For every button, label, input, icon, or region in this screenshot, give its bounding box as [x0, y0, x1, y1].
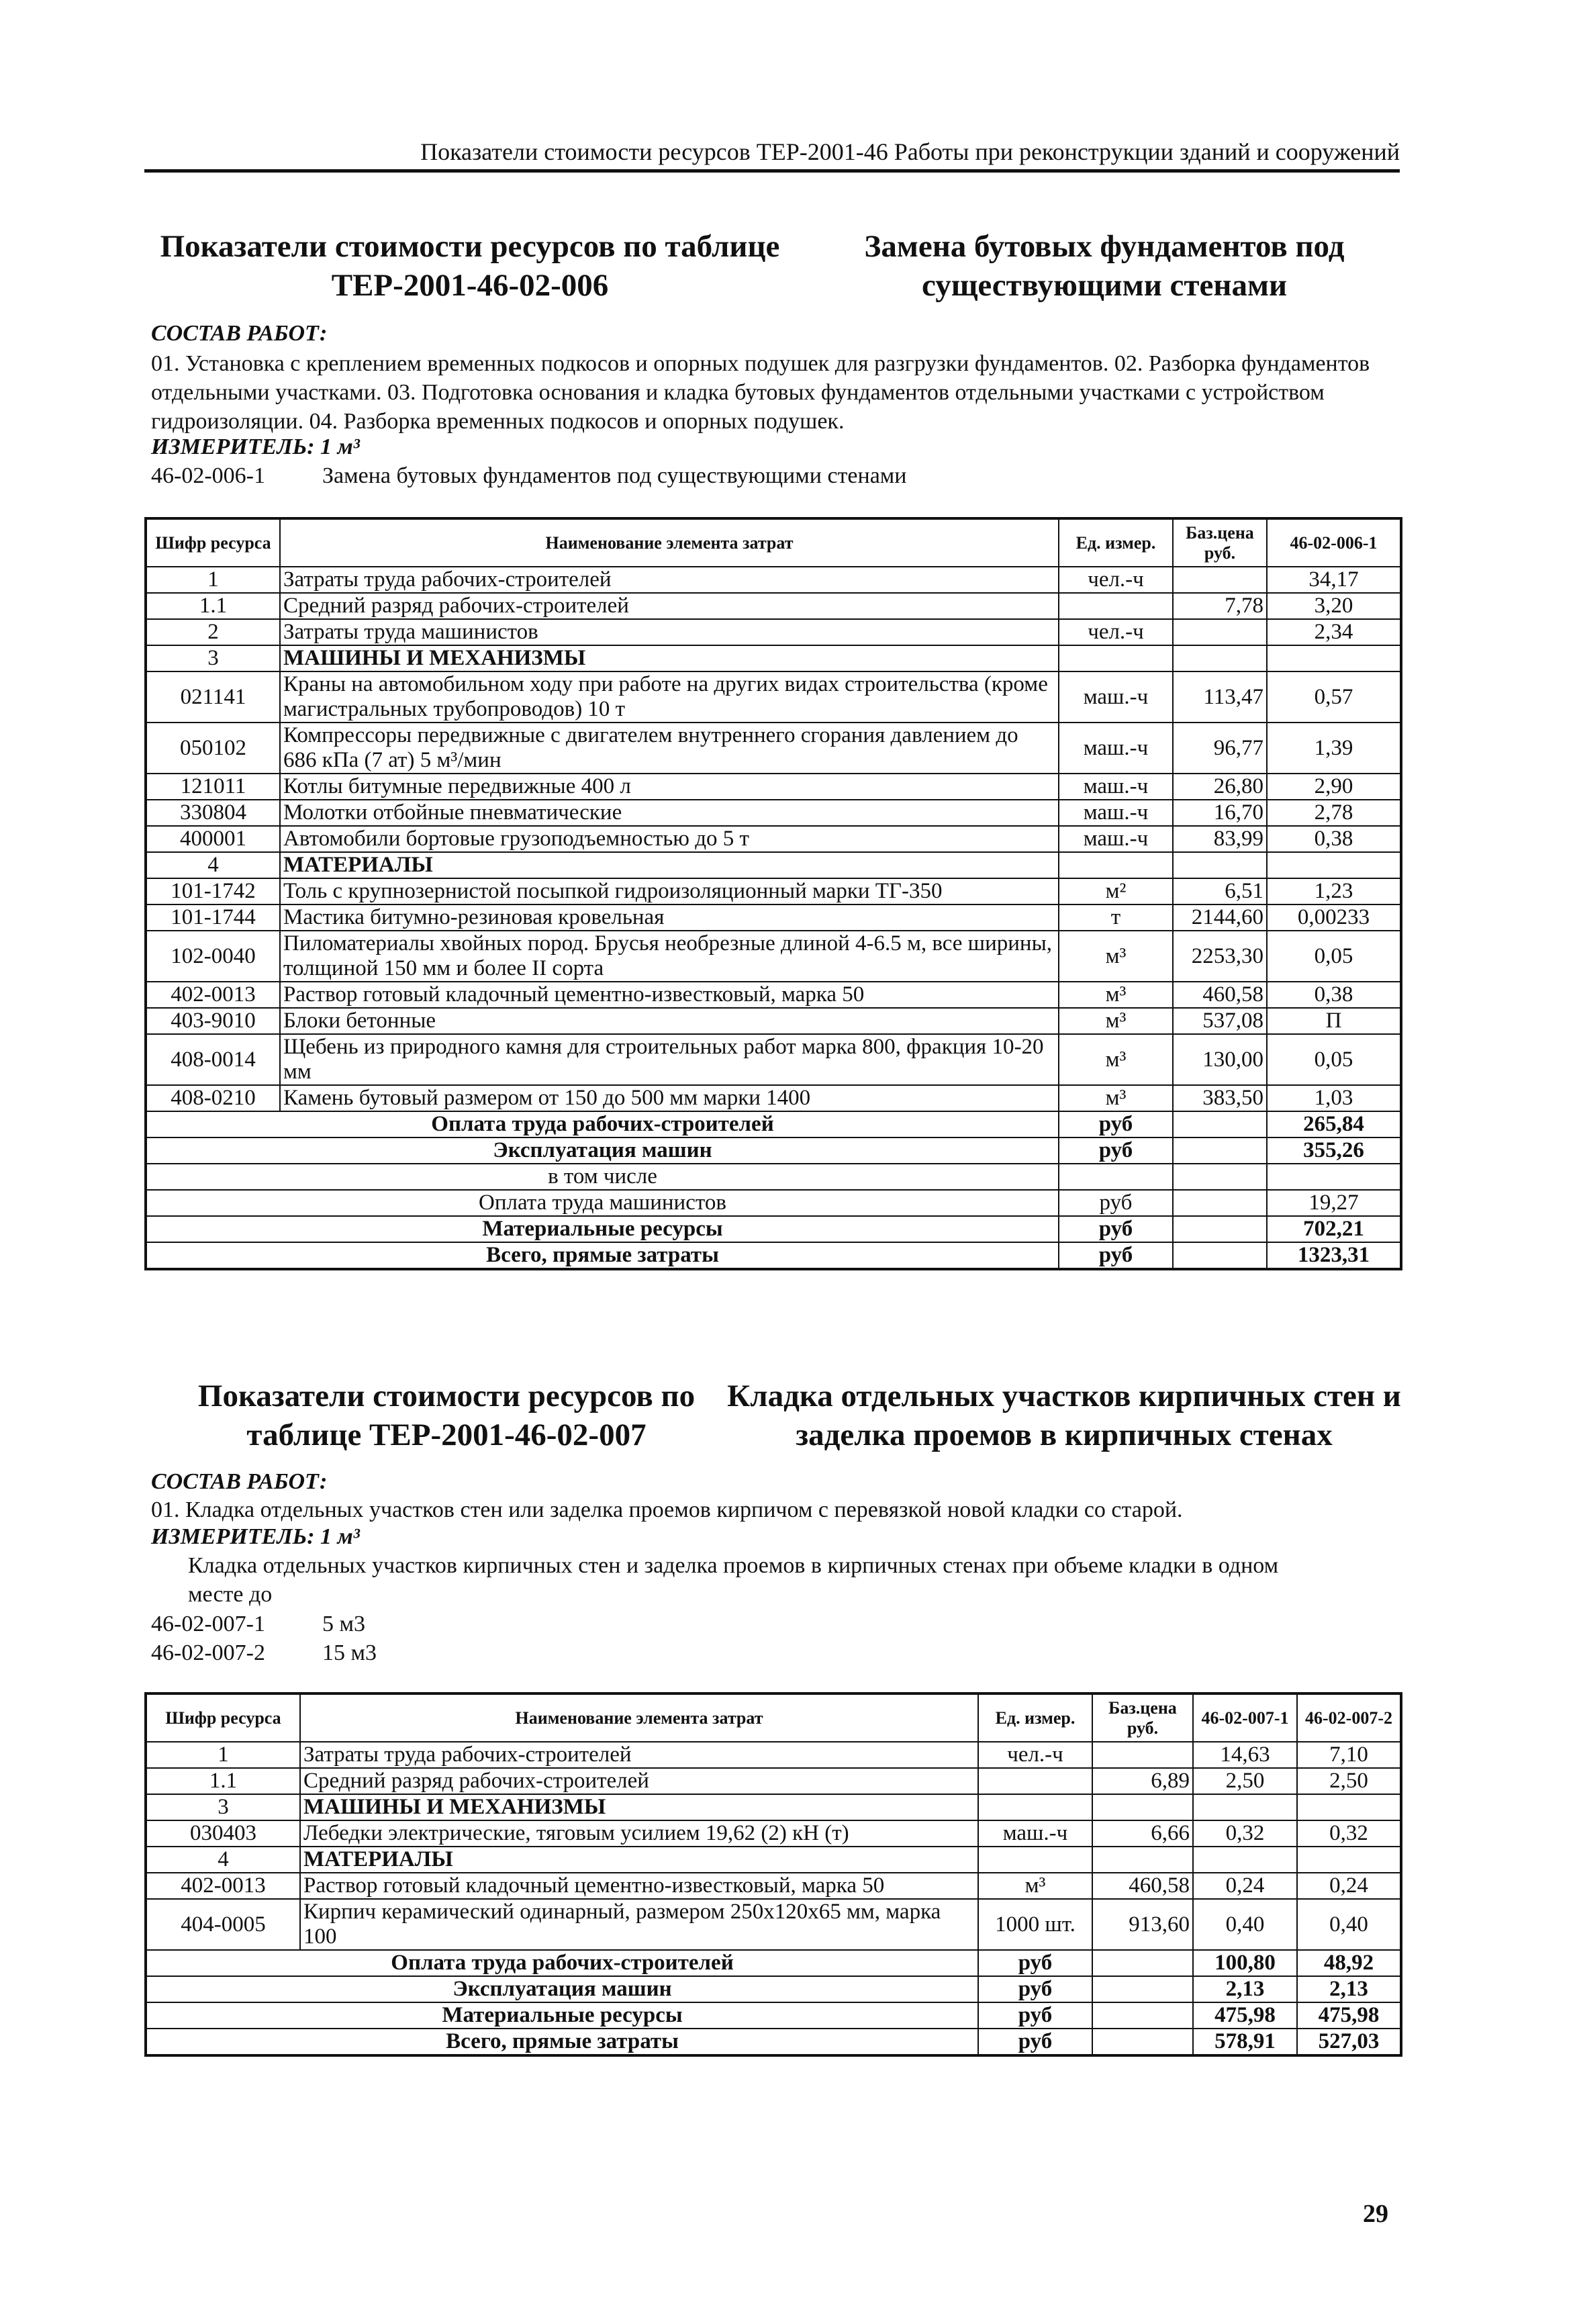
resource-name-cell: Котлы битумные передвижные 400 л — [280, 774, 1059, 800]
resource-code-cell: 030403 — [146, 1820, 300, 1847]
norm-value-cell-1 — [1267, 645, 1401, 671]
resource-name-cell: Лебедки электрические, тяговым усилием 19,62 (2) кН (т) — [300, 1820, 978, 1847]
summary-unit-cell: руб — [978, 2002, 1092, 2029]
col-header-unit: Ед. измер. — [1059, 518, 1173, 567]
resource-code-cell: 402-0013 — [146, 1873, 300, 1899]
resource-code-cell: 330804 — [146, 800, 280, 826]
norm-value-cell-1: 34,17 — [1267, 567, 1401, 593]
norm-value-cell-2: 7,10 — [1297, 1742, 1401, 1768]
resource-name-cell: Средний разряд рабочих-строителей — [300, 1768, 978, 1794]
page-number: 29 — [1363, 2200, 1388, 2228]
norm-value-cell-1: 2,90 — [1267, 774, 1401, 800]
summary-label-cell: Оплата труда машинистов — [146, 1190, 1059, 1216]
table-row — [146, 1085, 1401, 1111]
table-section-row — [146, 645, 1401, 671]
resource-code-cell: 402-0013 — [146, 982, 280, 1008]
summary-label-cell: Оплата труда рабочих-строителей — [146, 1950, 978, 1976]
section2-norm-value-2: 15 м3 — [322, 1640, 377, 1665]
summary-unit-cell: руб — [1059, 1242, 1173, 1269]
resource-name-cell: МАШИНЫ И МЕХАНИЗМЫ — [280, 645, 1059, 671]
summary-price-cell — [1173, 1190, 1267, 1216]
norm-value-cell-2 — [1297, 1794, 1401, 1820]
section2-norm-code-1: 46-02-007-1 — [151, 1612, 265, 1636]
resource-code-cell: 121011 — [146, 774, 280, 800]
col-header-norm-1: 46-02-007-1 — [1193, 1693, 1297, 1742]
norm-value-cell-1: 0,00233 — [1267, 904, 1401, 931]
summary-value-cell-1: 2,13 — [1193, 1976, 1297, 2002]
summary-price-cell — [1092, 2029, 1193, 2055]
resource-name-cell: Затраты труда рабочих-строителей — [300, 1742, 978, 1768]
summary-unit-cell: руб — [1059, 1216, 1173, 1242]
unit-cell: м³ — [1059, 1085, 1173, 1111]
unit-cell: м³ — [1059, 931, 1173, 982]
summary-unit-cell: руб — [978, 1976, 1092, 2002]
resource-code-cell: 408-0210 — [146, 1085, 280, 1111]
section1-norm-code: 46-02-006-1 — [151, 463, 265, 488]
base-price-cell: 83,99 — [1173, 826, 1267, 852]
table-row — [146, 593, 1401, 619]
resource-code-cell: 050102 — [146, 723, 280, 774]
norm-value-cell-1: 0,05 — [1267, 1034, 1401, 1085]
resource-name-cell: Краны на автомобильном ходу при работе на других видах строительства (кроме магистральных трубопроводов) 10 т — [280, 671, 1059, 723]
table-row — [146, 1008, 1401, 1034]
base-price-cell: 130,00 — [1173, 1034, 1267, 1085]
base-price-cell — [1092, 1742, 1193, 1768]
summary-row — [146, 1164, 1401, 1190]
col-header-code: Шифр ресурса — [146, 518, 280, 567]
resource-code-cell: 101-1742 — [146, 878, 280, 904]
unit-cell: м³ — [978, 1873, 1092, 1899]
col-header-name: Наименование элемента затрат — [280, 518, 1059, 567]
norm-value-cell-1: 0,32 — [1193, 1820, 1297, 1847]
norm-value-cell-1: 0,38 — [1267, 826, 1401, 852]
norm-value-cell-1: 0,40 — [1193, 1899, 1297, 1950]
resource-name-cell: МАШИНЫ И МЕХАНИЗМЫ — [300, 1794, 978, 1820]
section2-title-left — [144, 1377, 749, 1454]
table-row — [146, 1899, 1401, 1950]
resource-name-cell: Блоки бетонные — [280, 1008, 1059, 1034]
resource-name-cell: Кирпич керамический одинарный, размером 250х120х65 мм, марка 100 — [300, 1899, 978, 1950]
resource-code-cell: 4 — [146, 852, 280, 878]
section2-norm-code-2: 46-02-007-2 — [151, 1640, 265, 1665]
col-header-unit: Ед. измер. — [978, 1693, 1092, 1742]
resource-code-cell: 404-0005 — [146, 1899, 300, 1950]
section1-title-left-line1: Показатели стоимости ресурсов по таблице — [160, 229, 780, 264]
summary-label-cell: Всего, прямые затраты — [146, 1242, 1059, 1269]
base-price-cell: 6,51 — [1173, 878, 1267, 904]
summary-unit-cell: руб — [1059, 1190, 1173, 1216]
unit-cell — [978, 1794, 1092, 1820]
base-price-cell — [1173, 567, 1267, 593]
unit-cell — [1059, 852, 1173, 878]
table-section-row — [146, 1847, 1401, 1873]
norm-value-cell-2: 0,40 — [1297, 1899, 1401, 1950]
base-price-cell: 2253,30 — [1173, 931, 1267, 982]
summary-row — [146, 1242, 1401, 1269]
summary-row — [146, 1216, 1401, 1242]
table-section-row — [146, 852, 1401, 878]
running-header: Показатели стоимости ресурсов ТЕР-2001-46 Работы при реконструкции зданий и сооружений — [420, 138, 1400, 165]
unit-cell — [1059, 593, 1173, 619]
summary-row — [146, 1950, 1401, 1976]
summary-value-cell-2: 527,03 — [1297, 2029, 1401, 2055]
base-price-cell: 6,89 — [1092, 1768, 1193, 1794]
unit-cell: маш.-ч — [1059, 800, 1173, 826]
summary-row — [146, 2002, 1401, 2029]
base-price-cell — [1173, 645, 1267, 671]
norm-value-cell-1: 0,24 — [1193, 1873, 1297, 1899]
norm-value-cell-1: 0,05 — [1267, 931, 1401, 982]
table-row — [146, 774, 1401, 800]
resource-code-cell: 102-0040 — [146, 931, 280, 982]
table-row — [146, 1873, 1401, 1899]
resource-code-cell: 408-0014 — [146, 1034, 280, 1085]
norm-value-cell-1: 0,57 — [1267, 671, 1401, 723]
unit-cell: маш.-ч — [1059, 826, 1173, 852]
unit-cell: маш.-ч — [1059, 723, 1173, 774]
summary-label-cell: Всего, прямые затраты — [146, 2029, 978, 2055]
unit-cell: т — [1059, 904, 1173, 931]
base-price-cell — [1173, 619, 1267, 645]
table-row — [146, 1034, 1401, 1085]
base-price-cell: 26,80 — [1173, 774, 1267, 800]
base-price-cell: 383,50 — [1173, 1085, 1267, 1111]
unit-cell: маш.-ч — [1059, 671, 1173, 723]
summary-unit-cell: руб — [1059, 1111, 1173, 1137]
table-header-row — [146, 1693, 1401, 1742]
unit-cell: м² — [1059, 878, 1173, 904]
section2-resource-table — [144, 1692, 1402, 2057]
base-price-cell: 113,47 — [1173, 671, 1267, 723]
summary-value-cell-1: 100,80 — [1193, 1950, 1297, 1976]
resource-name-cell: Затраты труда машинистов — [280, 619, 1059, 645]
unit-cell — [978, 1847, 1092, 1873]
section1-title-right-line2: существующими стенами — [921, 268, 1288, 303]
resource-code-cell: 4 — [146, 1847, 300, 1873]
resource-name-cell: МАТЕРИАЛЫ — [300, 1847, 978, 1873]
section1-resource-table — [144, 517, 1402, 1270]
summary-label-cell: Эксплуатация машин — [146, 1976, 978, 2002]
base-price-cell: 16,70 — [1173, 800, 1267, 826]
summary-value-cell-1: 1323,31 — [1267, 1242, 1401, 1269]
section2-works-text: 01. Кладка отдельных участков стен или заделка проемов кирпичом с перевязкой новой кладки со старой. — [151, 1497, 1183, 1522]
base-price-cell: 537,08 — [1173, 1008, 1267, 1034]
summary-value-cell-1 — [1267, 1164, 1401, 1190]
unit-cell: чел.-ч — [1059, 619, 1173, 645]
resource-name-cell: Щебень из природного камня для строительных работ марка 800, фракция 10-20 мм — [280, 1034, 1059, 1085]
section2-norm-value-1: 5 м3 — [322, 1612, 366, 1636]
unit-cell: чел.-ч — [1059, 567, 1173, 593]
summary-price-cell — [1173, 1242, 1267, 1269]
table-row — [146, 800, 1401, 826]
norm-value-cell-1: 1,03 — [1267, 1085, 1401, 1111]
resource-code-cell: 021141 — [146, 671, 280, 723]
summary-price-cell — [1173, 1111, 1267, 1137]
summary-unit-cell: руб — [1059, 1137, 1173, 1164]
base-price-cell: 460,58 — [1092, 1873, 1193, 1899]
base-price-cell: 460,58 — [1173, 982, 1267, 1008]
summary-price-cell — [1173, 1164, 1267, 1190]
summary-price-cell — [1092, 1950, 1193, 1976]
norm-value-cell-1: 2,34 — [1267, 619, 1401, 645]
norm-value-cell-2: 2,50 — [1297, 1768, 1401, 1794]
resource-name-cell: Средний разряд рабочих-строителей — [280, 593, 1059, 619]
table-header-row — [146, 518, 1401, 567]
norm-value-cell-1 — [1193, 1847, 1297, 1873]
col-header-price: Баз.цена руб. — [1173, 518, 1267, 567]
summary-label-cell: Материальные ресурсы — [146, 2002, 978, 2029]
unit-cell — [1059, 645, 1173, 671]
norm-value-cell-1 — [1267, 852, 1401, 878]
resource-name-cell: Молотки отбойные пневматические — [280, 800, 1059, 826]
table-row — [146, 1742, 1401, 1768]
table-row — [146, 878, 1401, 904]
summary-value-cell-2: 475,98 — [1297, 2002, 1401, 2029]
resource-name-cell: МАТЕРИАЛЫ — [280, 852, 1059, 878]
section1-title-left — [144, 227, 796, 305]
resource-code-cell: 403-9010 — [146, 1008, 280, 1034]
resource-name-cell: Пиломатериалы хвойных пород. Брусья необрезные длиной 4-6.5 м, все ширины, толщиной 150 мм и более II сорта — [280, 931, 1059, 982]
base-price-cell: 6,66 — [1092, 1820, 1193, 1847]
norm-value-cell-1: 1,23 — [1267, 878, 1401, 904]
resource-name-cell: Мастика битумно-резиновая кровельная — [280, 904, 1059, 931]
summary-row — [146, 1190, 1401, 1216]
col-header-norm: 46-02-006-1 — [1267, 518, 1401, 567]
section2-title-left-line2: таблице ТЕР-2001-46-02-007 — [246, 1417, 647, 1452]
resource-code-cell: 1.1 — [146, 1768, 300, 1794]
summary-value-cell-2: 2,13 — [1297, 1976, 1401, 2002]
table-row — [146, 619, 1401, 645]
col-header-name: Наименование элемента затрат — [300, 1693, 978, 1742]
resource-name-cell: Компрессоры передвижные с двигателем внутреннего сгорания давлением до 686 кПа (7 ат) 5 м³/мин — [280, 723, 1059, 774]
summary-row — [146, 1137, 1401, 1164]
base-price-cell — [1092, 1847, 1193, 1873]
norm-value-cell-1 — [1193, 1794, 1297, 1820]
table-row — [146, 904, 1401, 931]
unit-cell — [978, 1768, 1092, 1794]
summary-label-cell: Материальные ресурсы — [146, 1216, 1059, 1242]
unit-cell: м³ — [1059, 1034, 1173, 1085]
summary-value-cell-1: 19,27 — [1267, 1190, 1401, 1216]
base-price-cell: 913,60 — [1092, 1899, 1193, 1950]
base-price-cell — [1092, 1794, 1193, 1820]
resource-name-cell: Раствор готовый кладочный цементно-известковый, марка 50 — [280, 982, 1059, 1008]
unit-cell: м³ — [1059, 1008, 1173, 1034]
summary-value-cell-1: 265,84 — [1267, 1111, 1401, 1137]
section2-meter-label: ИЗМЕРИТЕЛЬ: 1 м³ — [151, 1524, 360, 1549]
resource-code-cell: 1 — [146, 1742, 300, 1768]
resource-name-cell: Затраты труда рабочих-строителей — [280, 567, 1059, 593]
summary-value-cell-1: 702,21 — [1267, 1216, 1401, 1242]
unit-cell: маш.-ч — [978, 1820, 1092, 1847]
unit-cell: маш.-ч — [1059, 774, 1173, 800]
table-row — [146, 1768, 1401, 1794]
section1-meter-label: ИЗМЕРИТЕЛЬ: 1 м³ — [151, 434, 360, 459]
summary-label-cell: Оплата труда рабочих-строителей — [146, 1111, 1059, 1137]
section1-norm-name: Замена бутовых фундаментов под существующими стенами — [322, 463, 907, 488]
base-price-cell: 2144,60 — [1173, 904, 1267, 931]
summary-price-cell — [1173, 1216, 1267, 1242]
norm-value-cell-2: 0,24 — [1297, 1873, 1401, 1899]
resource-code-cell: 101-1744 — [146, 904, 280, 931]
section1-title-right — [816, 227, 1393, 305]
summary-value-cell-2: 48,92 — [1297, 1950, 1401, 1976]
unit-cell: м³ — [1059, 982, 1173, 1008]
section1-title-left-line2: ТЕР-2001-46-02-006 — [331, 268, 609, 303]
base-price-cell — [1173, 852, 1267, 878]
norm-value-cell-1: 3,20 — [1267, 593, 1401, 619]
resource-code-cell: 3 — [146, 645, 280, 671]
section2-title-right — [712, 1377, 1417, 1454]
summary-row — [146, 1111, 1401, 1137]
col-header-price: Баз.цена руб. — [1092, 1693, 1193, 1742]
resource-name-cell: Автомобили бортовые грузоподъемностью до 5 т — [280, 826, 1059, 852]
unit-cell: 1000 шт. — [978, 1899, 1092, 1950]
col-header-code: Шифр ресурса — [146, 1693, 300, 1742]
header-rule — [144, 169, 1400, 173]
summary-unit-cell: руб — [978, 2029, 1092, 2055]
table-section-row — [146, 1794, 1401, 1820]
resource-code-cell: 400001 — [146, 826, 280, 852]
base-price-cell: 7,78 — [1173, 593, 1267, 619]
summary-value-cell-1: 475,98 — [1193, 2002, 1297, 2029]
section1-works-text: 01. Установка с креплением временных подкосов и опорных подушек для разгрузки фундаментов. 02. Разборка фундаментов отдельными участками. 03. Подготовка основания и кладка бутовых фундаментов отдельными участками с устройством гидроизоляции. 04. Разборка временных подкосов и опорных подушек. — [151, 351, 1370, 434]
summary-row — [146, 2029, 1401, 2055]
summary-value-cell-1: 578,91 — [1193, 2029, 1297, 2055]
table-row — [146, 1820, 1401, 1847]
table-row — [146, 826, 1401, 852]
norm-value-cell-2: 0,32 — [1297, 1820, 1401, 1847]
summary-row — [146, 1976, 1401, 2002]
resource-name-cell: Толь с крупнозернистой посыпкой гидроизоляционный марки ТГ-350 — [280, 878, 1059, 904]
section2-title-right-line1: Кладка отдельных участков кирпичных стен и — [727, 1379, 1401, 1413]
norm-value-cell-1: 1,39 — [1267, 723, 1401, 774]
resource-code-cell: 2 — [146, 619, 280, 645]
summary-value-cell-1: 355,26 — [1267, 1137, 1401, 1164]
section2-works-label: СОСТАВ РАБОТ: — [151, 1469, 328, 1494]
table-row — [146, 567, 1401, 593]
table-row — [146, 671, 1401, 723]
section2-title-left-line1: Показатели стоимости ресурсов по — [197, 1379, 696, 1413]
section2-intro-line1: Кладка отдельных участков кирпичных стен и заделка проемов в кирпичных стенах при объеме кладки в одном — [188, 1553, 1279, 1578]
norm-value-cell-2 — [1297, 1847, 1401, 1873]
section2-intro-line2: месте до — [188, 1582, 273, 1607]
section1-title-right-line1: Замена бутовых фундаментов под — [864, 229, 1345, 264]
summary-unit-cell — [1059, 1164, 1173, 1190]
norm-value-cell-1: 14,63 — [1193, 1742, 1297, 1768]
norm-value-cell-1: П — [1267, 1008, 1401, 1034]
base-price-cell: 96,77 — [1173, 723, 1267, 774]
col-header-norm-2: 46-02-007-2 — [1297, 1693, 1401, 1742]
unit-cell: чел.-ч — [978, 1742, 1092, 1768]
summary-price-cell — [1092, 1976, 1193, 2002]
resource-code-cell: 3 — [146, 1794, 300, 1820]
resource-name-cell: Камень бутовый размером от 150 до 500 мм марки 1400 — [280, 1085, 1059, 1111]
table-row — [146, 723, 1401, 774]
table-row — [146, 982, 1401, 1008]
summary-label-cell: в том числе — [146, 1164, 1059, 1190]
summary-price-cell — [1173, 1137, 1267, 1164]
section2-title-right-line2: заделка проемов в кирпичных стенах — [796, 1417, 1333, 1452]
summary-price-cell — [1092, 2002, 1193, 2029]
resource-code-cell: 1 — [146, 567, 280, 593]
resource-code-cell: 1.1 — [146, 593, 280, 619]
norm-value-cell-1: 2,50 — [1193, 1768, 1297, 1794]
resource-name-cell: Раствор готовый кладочный цементно-известковый, марка 50 — [300, 1873, 978, 1899]
summary-label-cell: Эксплуатация машин — [146, 1137, 1059, 1164]
section1-works-label: СОСТАВ РАБОТ: — [151, 321, 328, 346]
norm-value-cell-1: 0,38 — [1267, 982, 1401, 1008]
summary-unit-cell: руб — [978, 1950, 1092, 1976]
table-row — [146, 931, 1401, 982]
norm-value-cell-1: 2,78 — [1267, 800, 1401, 826]
